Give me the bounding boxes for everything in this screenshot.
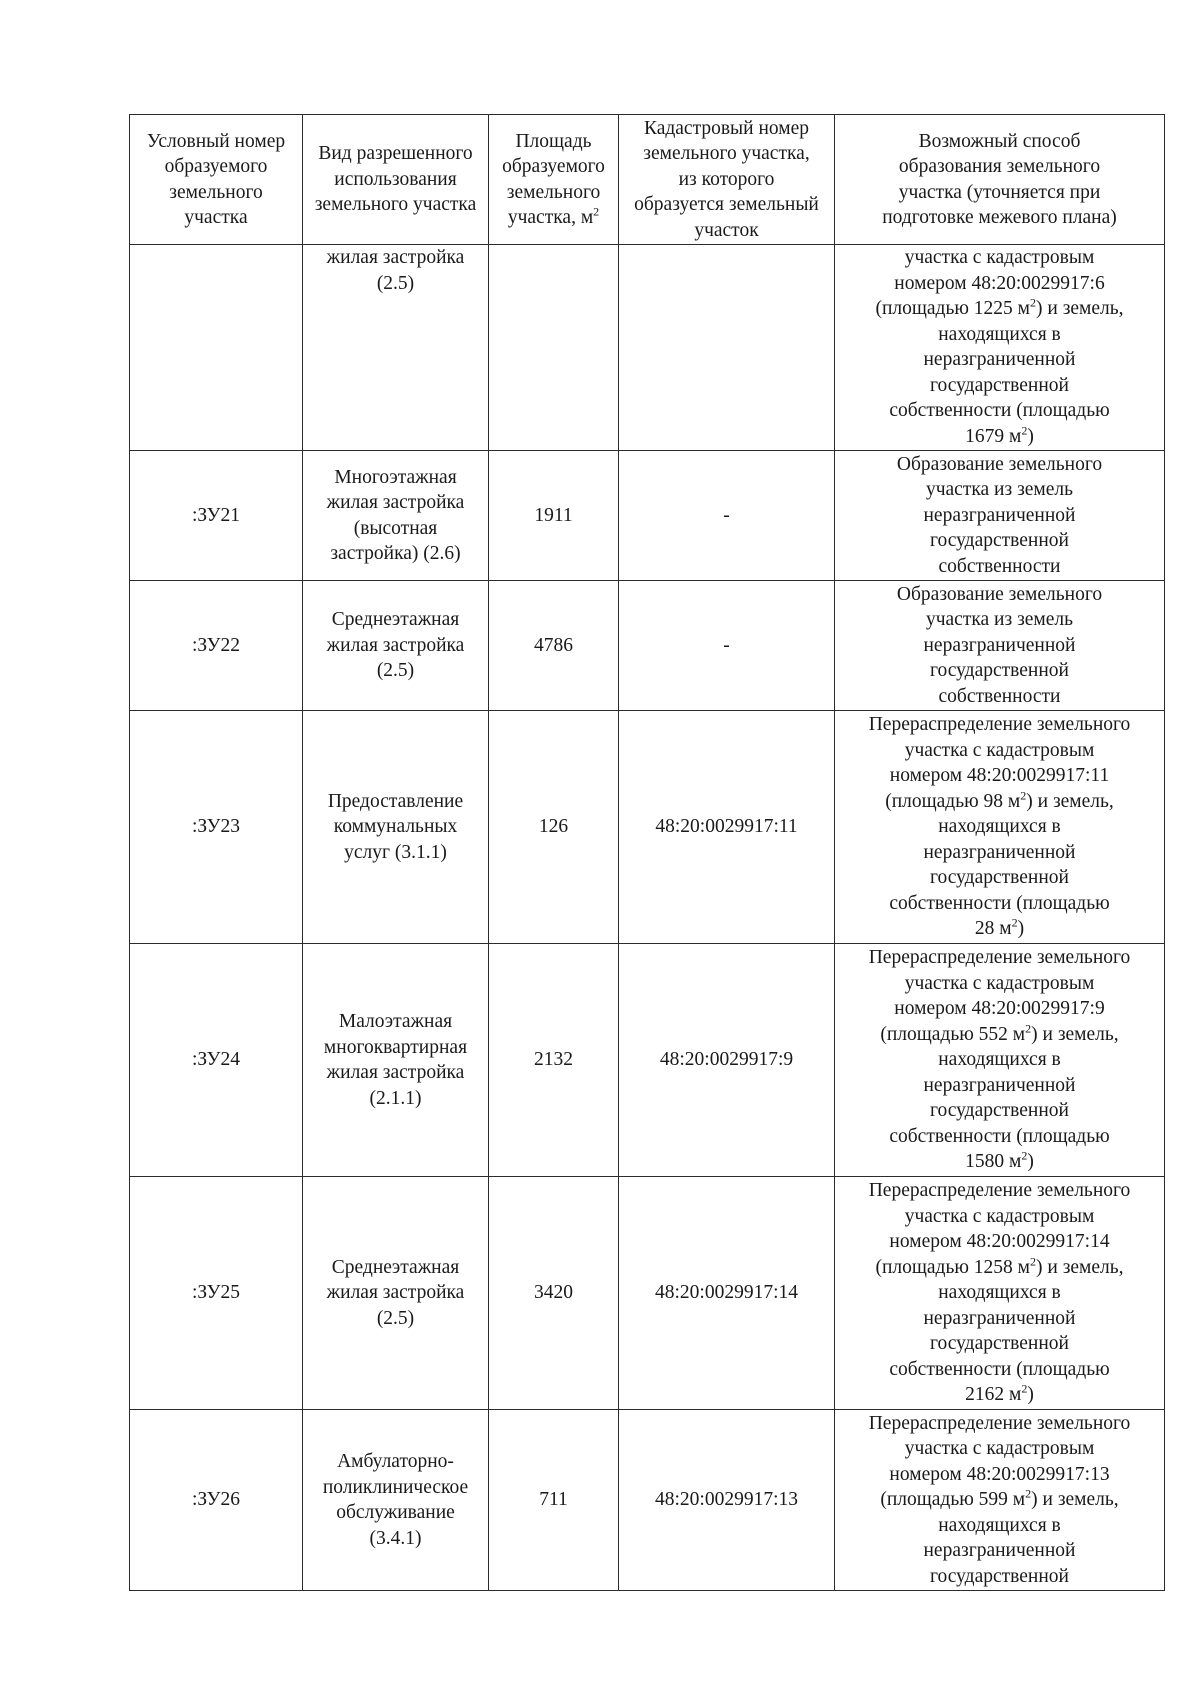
method-text-part: ) и земель, находящихся в неразграниченной государственной собственности (площадью 2162 м xyxy=(889,1256,1124,1406)
cadastral-number-cell: 48:20:0029917:14 xyxy=(619,1177,835,1410)
cadastral-number-cell: - xyxy=(619,451,835,581)
plot-number-cell xyxy=(130,245,303,451)
formation-method-cell xyxy=(835,451,1165,581)
header-permitted-use: Вид разрешенного использования земельного участка xyxy=(303,115,489,245)
header-area-text: Площадь образуемого земельного участка, м xyxy=(502,130,605,228)
area-cell: 4786 xyxy=(489,581,619,711)
plot-number-cell: :ЗУ22 xyxy=(130,581,303,711)
area-cell xyxy=(489,245,619,451)
permitted-use-cell: Амбулаторно- поликлиническое обслуживание (3.4.1) xyxy=(303,1410,489,1591)
table-row xyxy=(130,245,1165,451)
area-cell: 711 xyxy=(489,1410,619,1591)
formation-method-cell xyxy=(835,1177,1165,1410)
square-meter-superscript: 2 xyxy=(1011,915,1018,930)
method-text-part: участка с кадастровым номером 48:20:0029917:6 (площадью 1225 м xyxy=(875,247,1105,319)
method-text-part: ) и земель, находящихся в неразграниченной государственной собственности (площадью 1580 м xyxy=(889,1023,1119,1173)
plot-number-cell: :ЗУ24 xyxy=(130,944,303,1177)
cadastral-number-cell xyxy=(619,245,835,451)
plot-number-cell: :ЗУ26 xyxy=(130,1410,303,1591)
square-meter-superscript: 2 xyxy=(1030,1254,1037,1269)
table-row xyxy=(130,1410,1165,1591)
cadastral-number-cell: 48:20:0029917:9 xyxy=(619,944,835,1177)
header-cadastral-number: Кадастровый номер земельного участка, из которого образуется земельный участок xyxy=(619,115,835,245)
square-meter-superscript: 2 xyxy=(1020,788,1027,803)
area-cell: 2132 xyxy=(489,944,619,1177)
header-plot-number: Условный номер образуемого земельного участка xyxy=(130,115,303,245)
header-row xyxy=(130,115,1165,245)
method-text-part: ) xyxy=(1027,1384,1034,1406)
table-row xyxy=(130,451,1165,581)
cadastral-number-cell: - xyxy=(619,581,835,711)
method-text-part: Образование земельного участка из земель неразграниченной государственной собственности xyxy=(896,453,1103,577)
permitted-use-cell: Среднеэтажная жилая застройка (2.5) xyxy=(303,581,489,711)
method-text-part: Перераспределение земельного участка с кадастровым номером 48:20:0029917:9 (площадью 552 м xyxy=(868,947,1131,1045)
table-row xyxy=(130,581,1165,711)
square-meter-superscript: 2 xyxy=(1025,1021,1032,1036)
cadastral-number-cell: 48:20:0029917:13 xyxy=(619,1410,835,1591)
header-area xyxy=(489,115,619,245)
method-text-part: ) и земель, находящихся в неразграниченной государственной собственности (площадью 28 м xyxy=(889,790,1114,940)
permitted-use-cell: жилая застройка (2.5) xyxy=(303,245,489,451)
method-text-part: ) xyxy=(1017,918,1025,940)
plot-number-cell: :ЗУ25 xyxy=(130,1177,303,1410)
square-meter-superscript: 2 xyxy=(1021,423,1028,437)
table-row xyxy=(130,711,1165,944)
header-area-superscript: 2 xyxy=(593,204,600,219)
method-text-part: ) и земель, находящихся в неразграниченной государственной собственности (площадью 1679 м xyxy=(889,298,1124,447)
area-cell: 126 xyxy=(489,711,619,944)
permitted-use-cell: Предоставление коммунальных услуг (3.1.1) xyxy=(303,711,489,944)
method-text-part: Перераспределение земельного участка с кадастровым номером 48:20:0029917:14 (площадью 1258 м xyxy=(868,1180,1131,1278)
table-row xyxy=(130,1177,1165,1410)
formation-method-cell xyxy=(835,581,1165,711)
permitted-use-cell: Многоэтажная жилая застройка (высотная застройка) (2.6) xyxy=(303,451,489,581)
cadastral-number-cell: 48:20:0029917:11 xyxy=(619,711,835,944)
area-cell: 3420 xyxy=(489,1177,619,1410)
header-formation-method: Возможный способ образования земельного участка (уточняется при подготовке межевого плана) xyxy=(835,115,1165,245)
method-text-part: Образование земельного участка из земель неразграниченной государственной собственности xyxy=(896,583,1103,707)
method-text-part: ) и земель, находящихся в неразграниченной государственной xyxy=(923,1489,1119,1587)
method-text-part: Перераспределение земельного участка с кадастровым номером 48:20:0029917:13 (площадью 599 м xyxy=(868,1412,1131,1511)
formation-method-cell xyxy=(835,711,1165,944)
square-meter-superscript: 2 xyxy=(1030,295,1037,310)
method-text-part: ) xyxy=(1027,1151,1034,1173)
square-meter-superscript: 2 xyxy=(1021,1381,1028,1396)
table-row xyxy=(130,944,1165,1177)
square-meter-superscript: 2 xyxy=(1025,1486,1032,1501)
formation-method-cell xyxy=(835,1410,1165,1591)
permitted-use-cell: Среднеэтажная жилая застройка (2.5) xyxy=(303,1177,489,1410)
land-plots-table xyxy=(129,114,1165,1591)
square-meter-superscript: 2 xyxy=(1021,1148,1028,1163)
permitted-use-cell: Малоэтажная многоквартирная жилая застройка (2.1.1) xyxy=(303,944,489,1177)
method-text-part: Перераспределение земельного участка с кадастровым номером 48:20:0029917:11 (площадью 98 м xyxy=(868,714,1131,812)
plot-number-cell: :ЗУ23 xyxy=(130,711,303,944)
plot-number-cell: :ЗУ21 xyxy=(130,451,303,581)
area-cell: 1911 xyxy=(489,451,619,581)
method-text-part: ) xyxy=(1027,425,1034,447)
formation-method-cell xyxy=(835,944,1165,1177)
formation-method-cell xyxy=(835,245,1165,451)
